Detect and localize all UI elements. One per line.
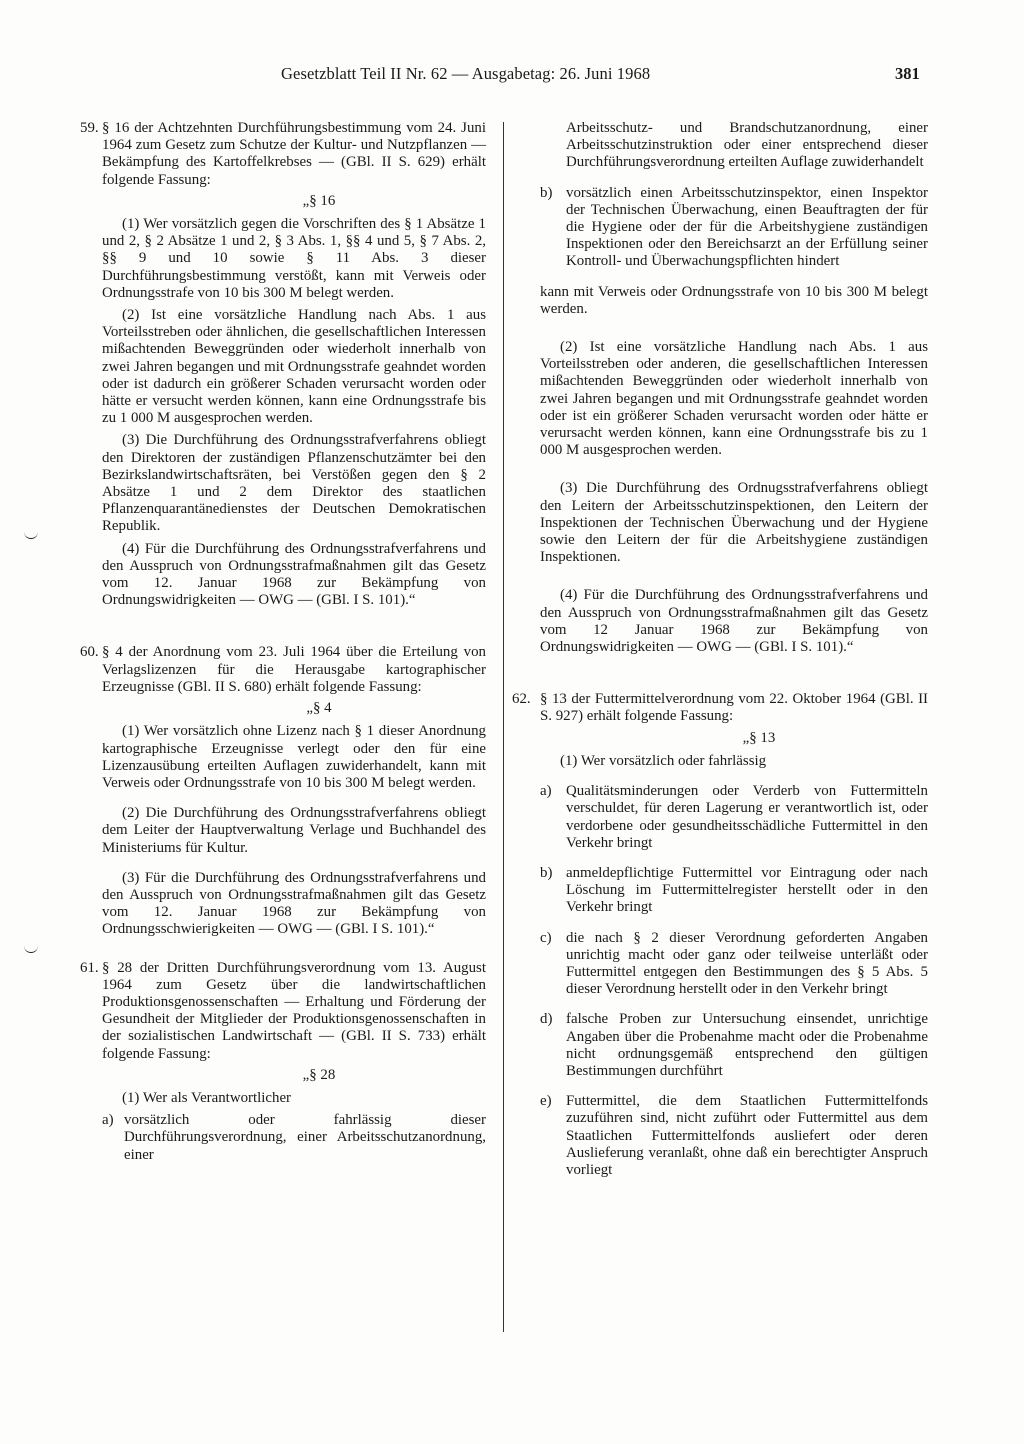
list-text: Futtermittel, die dem Staatlichen Futtermittelfonds zuzuführen sind, nicht zuführt oder Futtermittel aus dem Staatlichen Futtermittelfonds ausliefert oder deren Auslieferung veranlaßt, ohne daß ein berechtigter Anspruch vorliegt [566, 1093, 928, 1178]
gazette-title: Gesetzblatt Teil II Nr. 62 — Ausgabetag: 26. Juni 1968 [281, 64, 651, 83]
item-61 [80, 960, 486, 1164]
item-number: 61. [80, 959, 99, 976]
list-text: Arbeitsschutz- und Brandschutzanordnung, einer Arbeitsschutzinstruktion oder einer entsprechend dieser Durchführungsverordnung erteilten Auflage zuwiderhandelt [566, 120, 928, 171]
list-letter: b) [540, 184, 553, 201]
list-item [540, 930, 928, 999]
left-column [80, 120, 486, 1169]
list-item [540, 865, 928, 917]
list-text: Qualitätsminderungen oder Verderb von Futtermitteln verschuldet, für deren Lagerung er verantwortlich ist, oder verdorbene oder gesundheitsschädliche Futtermittel in den Verkehr bringt [566, 783, 928, 851]
section-heading: „§ 13 [742, 729, 776, 746]
page-number: 381 [895, 64, 920, 83]
list-item [102, 1112, 486, 1164]
list-item [540, 783, 928, 852]
paragraph: (3) Die Durchführung des Ordnungsstrafverfahrens obliegt den Direktoren der zuständigen Pflanzenschutzämter bei den Bezirkslandwirtschaftsräten, bei Verstößen gegen den § 2 Absätze 1 und 2 dem Direktor des staatlichen Pflanzenquarantänedienstes der Deutschen Demokratischen Republik. [102, 432, 486, 535]
paragraph: (1) Wer vorsätzlich gegen die Vorschriften des § 1 Absätze 1 und 2, § 2 Absätze 1 und 2, § 3 Abs. 1, §§ 4 und 5, § 7 Abs. 2, §§ 9 und 10 sowie § 11 Abs. 3 dieser Durchführungsbestimmung verstößt, kann mit Verweis oder Ordnungsstrafe von 10 bis 300 M belegt werden. [102, 216, 486, 301]
item-intro: § 28 der Dritten Durchführungsverordnung vom 13. August 1964 zum Gesetz über die landwirtschaftlichen Produktionsgenossenschaften — Erhaltung und Förderung der Gesundheit der Mitglieder der Produktionsgenossenschaften in der sozialistischen Landwirtschaft — (GBl. II S. 733) erhält folgende Fassung: [102, 959, 486, 1062]
paragraph: (1) Wer als Verantwortlicher [122, 1089, 292, 1106]
item-number: 62. [512, 691, 531, 708]
paragraph: (4) Für die Durchführung des Ordnungsstrafverfahrens und den Ausspruch von Ordnungsstrafmaßnahmen gilt das Gesetz vom 12 Januar 1968 zur Bekämpfung von Ordnungswidrigkeiten — OWG — (GBl. I S. 101).“ [540, 587, 928, 656]
list-text: die nach § 2 dieser Verordnung geforderten Angaben unrichtig macht oder ganz oder teilweise unterläßt oder Futtermittel entgegen den Bestimmungen des § 5 Abs. 5 dieser Verordnung herstellt oder in den Verkehr bringt [566, 929, 928, 998]
paragraph: (2) Ist eine vorsätzliche Handlung nach Abs. 1 aus Vorteilsstreben oder ähnlichen, die gesellschaftlichen Interessen mißachtenden Beweggründen oder wiederholt innerhalb von zwei Jahren begangen und mit Ordnungsstrafe geahndet worden oder ist dadurch ein größerer Schaden verursacht worden oder hätte er versucht werden können, kann eine Ordnungsstrafe bis zu 1 000 M ausgesprochen werden. [102, 307, 486, 427]
paragraph: (2) Die Durchführung des Ordnungsstrafverfahrens obliegt dem Leiter der Hauptverwaltung Verlage und Buchhandel des Ministeriums für Kultur. [102, 805, 486, 856]
paragraph: (3) Für die Durchführung des Ordnungsstrafverfahrens und den Ausspruch von Ordnungsstrafmaßnahmen gilt das Gesetz vom 12. Januar 1968 zur Bekämpfung von Ordnungsschwierigkeiten — OWG — (GBl. I S. 101).“ [102, 869, 486, 938]
list-text: vorsätzlich oder fahrlässig dieser Durchführungsverordnung, einer Arbeitsschutzanordnung, einer [124, 1112, 486, 1163]
paragraph: (1) Wer vorsätzlich ohne Lizenz nach § 1 dieser Anordnung kartographische Erzeugnisse verlegt oder den für eine Lizenzausübung erteilten Auflagen zuwiderhandelt, kann mit Verweis oder Ordnungsstrafe von 10 bis 300 M belegt werden. [102, 723, 486, 791]
item-60 [80, 644, 486, 938]
list-letter: b) [540, 864, 553, 881]
item-59 [80, 120, 486, 609]
item-62 [512, 691, 928, 1179]
list-item [540, 185, 928, 271]
list-letter: a) [540, 783, 552, 800]
item-number: 59. [80, 120, 99, 136]
list-item [540, 1093, 928, 1179]
paragraph: kann mit Verweis oder Ordnungsstrafe von 10 bis 300 M belegt werden. [540, 283, 928, 317]
right-column [512, 120, 928, 1184]
item-intro: § 13 der Futtermittelverordnung vom 22. Oktober 1964 (GBl. II S. 927) erhält folgende Fassung: [540, 691, 928, 725]
list-item-continued [540, 120, 928, 172]
paragraph: (4) Für die Durchführung des Ordnungsstrafverfahrens und den Ausspruch von Ordnungsstrafmaßnahmen gilt das Gesetz vom 12. Januar 1968 zur Bekämpfung von Ordnungswidrigkeiten — OWG — (GBl. I S. 101).“ [102, 540, 486, 609]
page-header [0, 64, 1024, 88]
list-item [540, 1011, 928, 1080]
item-number: 60. [80, 644, 99, 661]
paragraph: (3) Die Durchführung des Ordnugsstrafverfahrens obliegt den Leitern der Arbeitsschutzinspektionen, den Leitern der Inspektionen der Technischen Überwachung und der Hygiene sowie den Leitern der für die Arbeitshygiene zuständigen Inspektionen. [540, 480, 928, 566]
section-heading: „§ 28 [302, 1066, 336, 1083]
section-heading: „§ 4 [306, 700, 332, 717]
margin-mark [24, 944, 38, 953]
item-intro: § 4 der Anordnung vom 23. Juli 1964 über die Erteilung von Verlagslizenzen für die Herausgabe kartographischer Erzeugnisse (GBl. II S. 680) erhält folgende Fassung: [102, 644, 486, 695]
list-letter: e) [540, 1093, 552, 1110]
item-intro: § 16 der Achtzehnten Durchführungsbestimmung vom 24. Juni 1964 zum Gesetz zum Schutze der Kultur- und Nutzpflanzen — Bekämpfung des Kartoffelkrebses — (GBl. II S. 629) erhält folgende Fassung: [102, 120, 486, 188]
column-divider [503, 122, 504, 1332]
margin-mark [24, 530, 38, 539]
list-letter: a) [102, 1112, 114, 1129]
paragraph: (2) Ist eine vorsätzliche Handlung nach Abs. 1 aus Vorteilsstreben oder anderen, die gesellschaftlichen Interessen mißachtenden Beweggründen oder wiederholt innerhalb von zwei Jahren begangen und mit Ordnungsstrafe geahndet worden oder ist ein größerer Schaden verursacht worden oder hätte er verursacht werden können, kann eine Ordnungsstrafe bis zu 1 000 M ausgesprochen werden. [540, 339, 928, 459]
list-letter: c) [540, 929, 552, 946]
list-text: anmeldepflichtige Futtermittel vor Eintragung oder nach Löschung im Futtermittelregister herstellt oder in den Verkehr bringt [566, 864, 928, 916]
section-heading: „§ 16 [302, 192, 336, 209]
list-text: falsche Proben zur Untersuchung einsendet, unrichtige Angaben über die Probenahme macht oder die Probenahme nicht ordnungsgemäß entsprechend den gültigen Bestimmungen durchführt [566, 1011, 928, 1079]
paragraph: (1) Wer vorsätzlich oder fahrlässig [560, 752, 767, 769]
list-text: vorsätzlich einen Arbeitsschutzinspektor, einen Inspektor der Technischen Überwachung, einen Beauftragten der für die Hygiene oder der für die Arbeitshygiene zuständigen Inspektionen oder den Bereichsarzt an der Erfüllung seiner Kontroll- und Überwachungspflichten hindert [566, 184, 928, 270]
list-letter: d) [540, 1011, 553, 1028]
